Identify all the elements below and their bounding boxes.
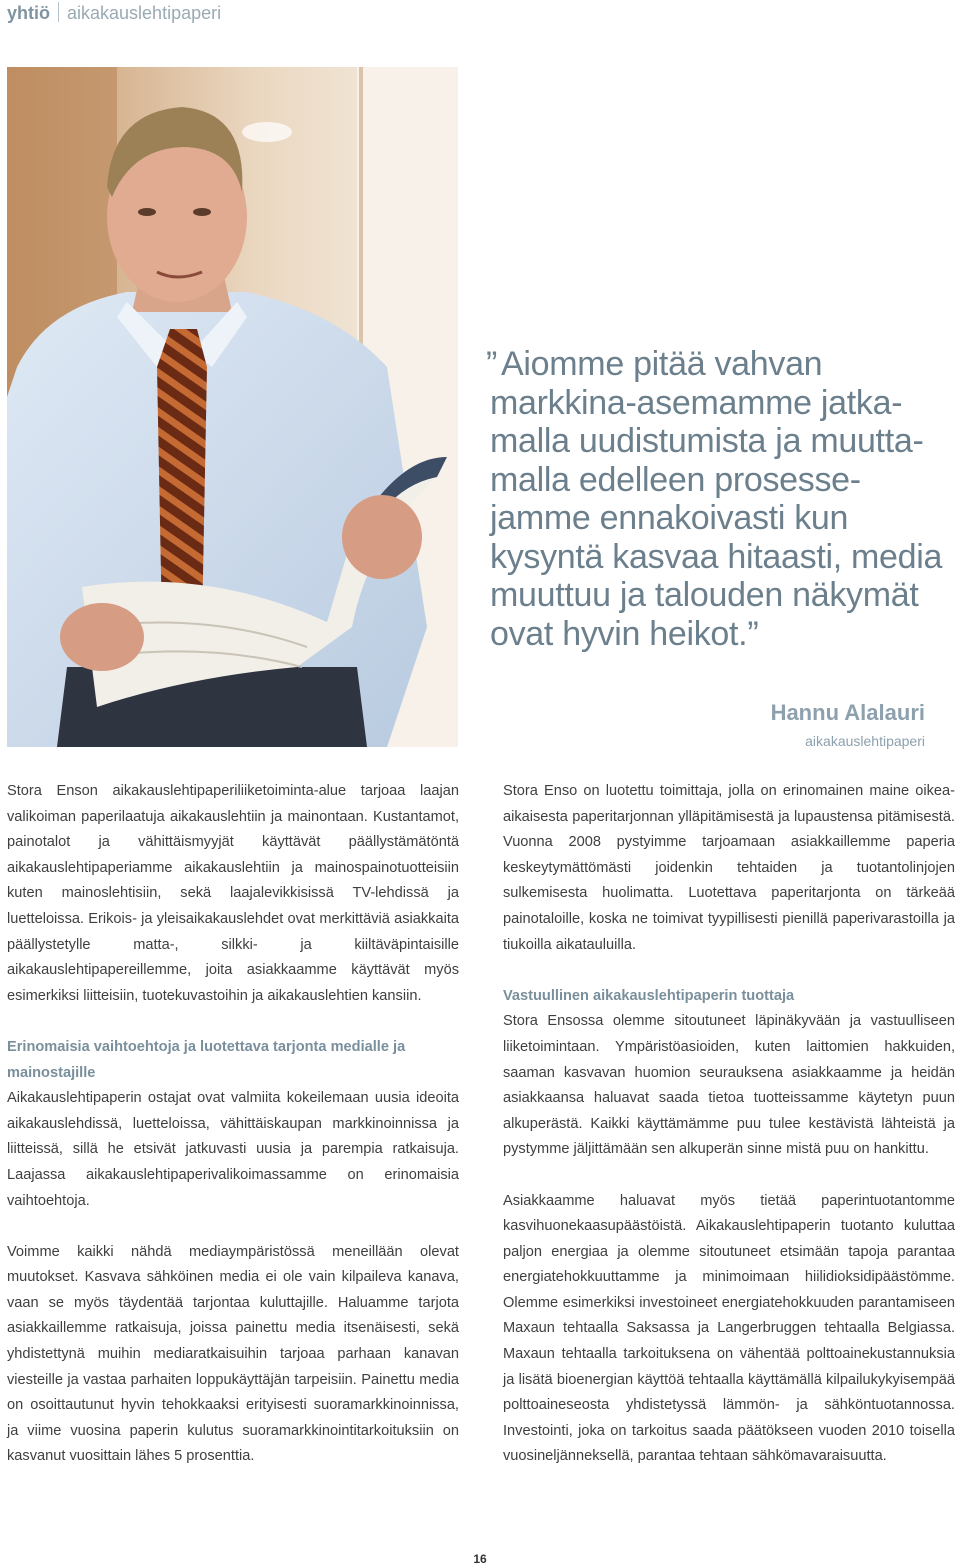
left-paragraph-1: Aikakauslehtipaperin ostajat ovat valmiita kokeilemaan uusia ideoita aikakauslehdissä, luetteloissa, vähittäiskaupan markkinoinnissa ja liitteissä, sillä he etsivät jatkuvasti uusia ja parempia ratkaisuja. Laajassa aikakauslehtipaperivalikoimassamme on erinomaisia vaihtoehtoja. [7, 1090, 459, 1209]
right-column [503, 779, 955, 1470]
attribution-name: Hannu Alalauri [770, 700, 925, 725]
quote-close-mark: ” [747, 614, 759, 653]
portrait-photo [7, 67, 458, 747]
left-section-heading: Erinomaisia vaihtoehtoja ja luotettava tarjonta medialle ja mainostajille [7, 1038, 406, 1081]
pull-quote [486, 345, 950, 653]
right-paragraph-1: Stora Ensossa olemme sitoutuneet läpinäkyvään ja vastuulliseen liiketoimintaan. Ympäristöasioiden, kuten laittomien hakkuiden, saaman kasvavan huomion seurauksena asiakkaamme ja heidän asiakkaansa haluavat saada tietoa tuotteissamme käytetyn puun alkuperästä. Kaikki käyttämämme puu tulee kestävistä lähteistä ja pystymme jäljittämään sen alkuperän sinne mistä puu on hankittu. [503, 1013, 955, 1158]
running-header [7, 2, 221, 24]
left-column [7, 779, 459, 1470]
right-section-heading: Vastuullinen aikakauslehtipaperin tuottaja [503, 987, 795, 1004]
header-subsection: aikakauslehtipaperi [67, 3, 222, 23]
quote-open-mark: ” [486, 345, 498, 383]
right-paragraph-2: Asiakkaamme haluavat myös tietää paperintuotantomme kasvihuonekaasupäästöistä. Aikakauslehtipaperin tuotanto kuluttaa paljon energiaa ja olemme sitoutuneet etsimään tapoja parantaa energiatehokkuuttamme ja minimoimaan hiilidioksidipäästömme. Olemme esimerkiksi investoineet energiatehokkuuden parantamiseen Maxaun tehtaalla Saksassa ja Langerbruggen tehtaalla Belgiassa. Maxaun tehtaalla tarkoituksena on vähentää polttoainekustannuksia ja lisätä bioenergian käyttöä tehtaalla käyttämällä kilpailukykyisempää polttoaineseosta yhdistetyssä lämmön- ja sähköntuotannossa. Investointi, joka on tarkoitus saada päätökseen vuoden 2010 toisella vuosineljänneksellä, parantaa tehtaan sähkömavaraisuutta. [503, 1192, 955, 1465]
quote-text: Aiomme pitää vahvan markkina-asemamme jatkamalla uudistumista ja muuttamalla edelleen prosessejamme ennakoivasti kun kysyntä kasvaa hitaasti, media muuttuu ja talouden näkymät ovat hyvin heikot. [490, 345, 943, 653]
header-divider [58, 2, 59, 22]
right-intro-paragraph: Stora Enso on luotettu toimittaja, jolla on erinomainen maine oikea-aikaisesta paperitarjonnan ylläpitämisestä ja lupaustensa pitämisestä. Vuonna 2008 pystyimme tarjoamaan asiakkaillemme paperia keskeytymättömästi joidenkin tehtaiden ja tuotantolinjojen sulkemisesta huolimatta. Luotettava paperitarjonta on tärkeää painotaloille, koska ne toimivat tyypillisesti pienillä paperivarastoilla ja tiukoilla aikatauluilla. [503, 783, 955, 953]
left-paragraph-2: Voimme kaikki nähdä mediaympäristössä meneillään olevat muutokset. Kasvava sähköinen media ei ole vain kilpaileva kanava, vaan se myös täydentää tarjontaa kuluttajille. Haluamme tarjota asiakkaillemme ratkaisuja, joissa painettu media itsenäisesti, sekä yhdistettynä muihin mediaratkaisuihin tarjoaa parhaan kanavan viesteille ja vastaa parhaiten loppukäyttäjän tarpeisiin. Painettu media on osoittautunut hyvin tehokkaaksi erityisesti suoramarkkinoinnissa, ja viime vuosina paperin kulutus suoramarkkinointitarkoituksiin on kasvanut vuosittain lähes 5 prosenttia. [7, 1243, 459, 1465]
left-intro-paragraph: Stora Enson aikakauslehtipaperiliiketoiminta-alue tarjoaa laajan valikoiman paperilaatuja aikakauslehtiin ja mainontaan. Kustantamot, painotalot ja vähittäismyyjät käyttävät päällystämätöntä aikakauslehtipaperiamme aikakauslehtiin ja mainospainotuotteisiin kuten mainoslehtisiin, sekä laajalevikkisissä TV-lehdissä ja luetteloissa. Erikois- ja yleisaikakauslehdet ovat merkittäviä asiakkaita päällystetylle matta-, silkki- ja kiiltäväpintaisille aikakauslehtipapereillemme, joita asiakkaamme käyttävät myös esimerkiksi liitteisiin, tuotekuvastoihin ja aikakauslehtien kansiin. [7, 783, 459, 1004]
attribution-title: aikakauslehtipaperi [805, 733, 925, 749]
header-section: yhtiö [7, 3, 50, 23]
page-number: 16 [473, 1552, 487, 1566]
quote-attribution [771, 700, 925, 754]
